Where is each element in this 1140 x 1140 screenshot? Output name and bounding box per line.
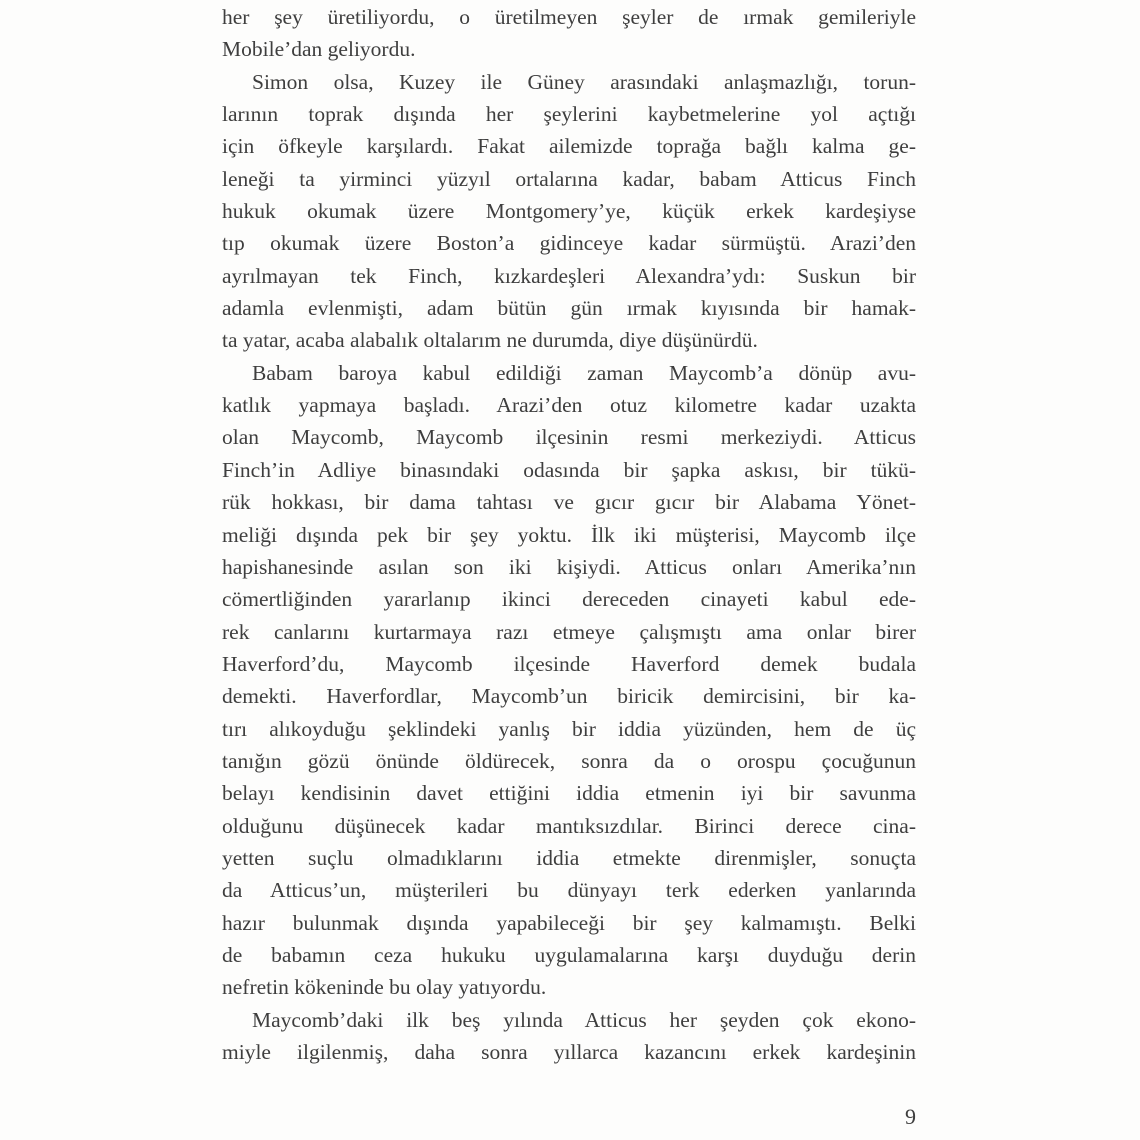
text-line: meliği dışında pek bir şey yoktu. İlk iki müşterisi, Maycomb ilçe <box>222 522 916 547</box>
text-line: da Atticus’un, müşterileri bu dünyayı terk ederken yanlarında <box>222 878 916 903</box>
text-line: hapishanesinde asılan son iki kişiydi. Atticus onları Amerika’nın <box>222 554 916 579</box>
text-line: rük hokkası, bir dama tahtası ve gıcır gıcır bir Alabama Yönet- <box>222 490 916 515</box>
text-line: hazır bulunmak dışında yapabileceği bir şey kalmamıştı. Belki <box>222 910 916 935</box>
text-line: rek canlarını kurtarmaya razı etmeye çalışmıştı ama onlar birer <box>222 619 916 644</box>
text-line: Haverford’du, Maycomb ilçesinde Haverford demek budala <box>222 651 916 676</box>
text-line: Maycomb’daki ilk beş yılında Atticus her şeyden çok ekono- <box>252 1007 916 1032</box>
text-line: belayı kendisinin davet ettiğini iddia etmenin iyi bir savunma <box>222 781 916 806</box>
text-line: de babamın ceza hukuku uygulamalarına karşı duyduğu derin <box>222 942 916 967</box>
text-line: yetten suçlu olmadıklarını iddia etmekte direnmişler, sonuçta <box>222 845 916 870</box>
text-line: nefretin kökeninde bu olay yatıyordu. <box>222 975 547 1000</box>
text-line: Babam baroya kabul edildiği zaman Maycomb’a dönüp avu- <box>252 360 916 385</box>
text-line: olduğunu düşünecek kadar mantıksızdılar. Birinci derece cina- <box>222 813 916 838</box>
text-line: olan Maycomb, Maycomb ilçesinin resmi merkeziydi. Atticus <box>222 425 916 450</box>
text-line: tıp okumak üzere Boston’a gidinceye kadar sürmüştü. Arazi’den <box>222 231 916 256</box>
page-number: 9 <box>905 1104 916 1129</box>
text-line: adamla evlenmişti, adam bütün gün ırmak kıyısında bir hamak- <box>222 296 916 321</box>
text-line: larının toprak dışında her şeylerini kaybetmelerine yol açtığı <box>222 102 916 127</box>
text-line: Mobile’dan geliyordu. <box>222 37 416 62</box>
body-text <box>222 1 916 1068</box>
text-line: ayrılmayan tek Finch, kızkardeşleri Alexandra’ydı: Suskun bir <box>222 263 916 288</box>
text-line: için öfkeyle karşılardı. Fakat ailemizde toprağa bağlı kalma ge- <box>222 134 916 159</box>
text-line: leneği ta yirminci yüzyıl ortalarına kadar, babam Atticus Finch <box>222 166 916 191</box>
text-line: Finch’in Adliye binasındaki odasında bir şapka askısı, bir tükü- <box>222 457 916 482</box>
text-line: tırı alıkoyduğu şeklindeki yanlış bir iddia yüzünden, hem de üç <box>222 716 916 741</box>
text-line: hukuk okumak üzere Montgomery’ye, küçük erkek kardeşiyse <box>222 199 916 224</box>
text-line: tanığın gözü önünde öldürecek, sonra da o orospu çocuğunun <box>222 748 916 773</box>
text-line: her şey üretiliyordu, o üretilmeyen şeyler de ırmak gemileriyle <box>222 5 916 29</box>
text-line: miyle ilgilenmiş, daha sonra yıllarca kazancını erkek kardeşinin <box>222 1040 916 1064</box>
text-line: cömertliğinden yararlanıp ikinci dereceden cinayeti kabul ede- <box>222 587 916 612</box>
text-line: ta yatar, acaba alabalık oltalarım ne durumda, diye düşünürdü. <box>222 328 758 353</box>
text-line: Simon olsa, Kuzey ile Güney arasındaki anlaşmazlığı, torun- <box>252 69 916 94</box>
text-line: katlık yapmaya başladı. Arazi’den otuz kilometre kadar uzakta <box>222 393 916 418</box>
text-line: demekti. Haverfordlar, Maycomb’un biricik demircisini, bir ka- <box>222 684 916 709</box>
